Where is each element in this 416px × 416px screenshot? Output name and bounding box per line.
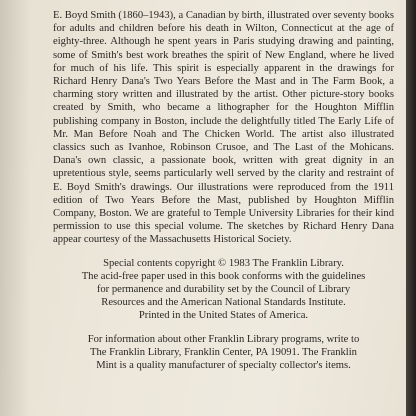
info-line: The Franklin Library, Franklin Center, PA 19091. The Franklin bbox=[90, 346, 357, 358]
biography-paragraph: E. Boyd Smith (1860–1943), a Canadian by birth, illustrated over seventy books for adults and children before his death in Wilton, Connecticut at the age of eighty-three. Although he spent years in Paris studying drawing and painting, some of Smith's best work breathes the spirit of New England, where he lived for much of his life. This spirit is especially apparent in the drawings for Richard Henry Dana's Two Years Before the Mast and in The Farm Book, a charming story written and illustrated by the artist. Other picture-story books created by Smith, who became a lithographer for the Houghton Mifflin publishing company in Boston, include the delightfully titled The Early Life of Mr. Man Before Noah and The Chicken World. The artist also illustrated classics such as Ivanhoe, Robinson Crusoe, and The Last of the Mohicans. Dana's own classic, a passionate book, written with great dignity in an upretentious style, seems particularly well served by the clarity and restraint of E. Boyd Smith's drawings. Our illustrations were reproduced from the 1911 edition of Two Years Before the Mast, published by Houghton Mifflin Company, Boston. We are grateful to Temple University Libraries for their kind permission to use this special volume. The sketches by Richard Henry Dana appear courtesy of the Massachusetts Historical Society. bbox=[53, 10, 394, 246]
page-edge bbox=[406, 0, 416, 416]
info-line: Mint is a quality manufacturer of specialty collector's items. bbox=[96, 360, 351, 372]
info-line: For information about other Franklin Library programs, write to bbox=[87, 333, 360, 345]
copyright-line: Resources and the American National Standards Institute. bbox=[101, 297, 346, 309]
info-notice bbox=[53, 333, 394, 373]
spine-shadow bbox=[0, 0, 30, 416]
copyright-line: Special contents copyright © 1983 The Franklin Library. bbox=[103, 257, 344, 269]
copyright-line: The acid-free paper used in this book conforms with the guidelines bbox=[81, 270, 366, 282]
copyright-notice bbox=[53, 257, 394, 323]
copyright-line: for permanence and durability set by the Council of Library bbox=[96, 284, 351, 296]
copyright-line: Printed in the United States of America. bbox=[138, 310, 309, 322]
